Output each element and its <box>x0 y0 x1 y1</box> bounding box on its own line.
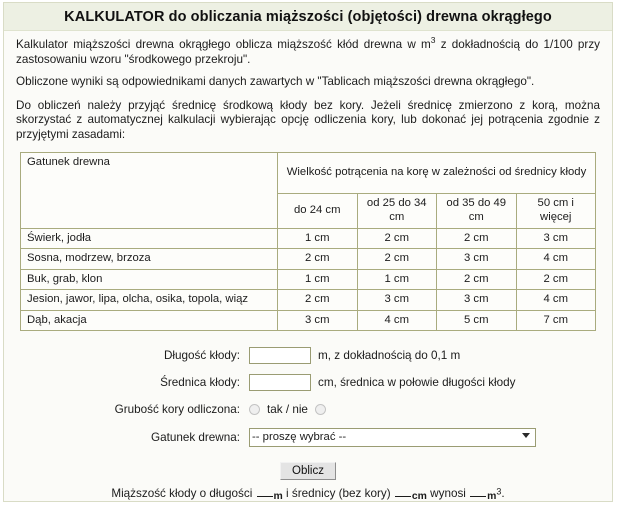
intro-p1-before: Kalkulator miąższości drewna okrągłego oblicza miąższość kłód drewna w m <box>16 38 431 51</box>
result-volume-superscript: 3 <box>496 486 502 497</box>
table-subheader-1: od 25 do 34 cm <box>357 193 437 228</box>
diameter-input[interactable] <box>249 374 311 391</box>
result-prefix: Miąższość kłody o długości <box>111 487 253 501</box>
form-row-length <box>4 345 612 365</box>
diameter-label: Średnica kłody: <box>160 375 240 389</box>
intro-p1-after: z dokładnością do 1/100 przy zastosowaniu wzoru "środkowego przekroju". <box>16 38 601 66</box>
length-hint: m, z dokładnością do 0,1 m <box>318 348 461 362</box>
table-cell-species: Dąb, akacja <box>21 310 278 331</box>
table-row <box>21 249 596 270</box>
submit-row <box>4 462 612 480</box>
bark-label: Grubość kory odliczona: <box>114 402 240 416</box>
form-row-diameter <box>4 372 612 392</box>
table-cell-value: 4 cm <box>357 310 437 331</box>
table-row <box>21 290 596 311</box>
table-cell-value: 3 cm <box>516 228 596 249</box>
result-suffix: wynosi <box>430 487 466 501</box>
form-row-species <box>4 426 612 448</box>
table-header-species: Gatunek drewna <box>21 152 278 228</box>
result-middle: i średnicy (bez kory) <box>286 487 391 501</box>
table-cell-value: 1 cm <box>357 269 437 290</box>
result-volume-blank <box>470 496 486 497</box>
table-header-group: Wielkość potrącenia na korę w zależności od średnicy kłody <box>278 152 596 193</box>
result-period: . <box>501 487 505 501</box>
table-cell-species: Jesion, jawor, lipa, olcha, osika, topola, wiąz <box>21 290 278 311</box>
bark-radio-yes[interactable] <box>249 404 260 415</box>
length-label: Długość kłody: <box>163 348 240 362</box>
table-subheader-3: 50 cm i więcej <box>516 193 596 228</box>
diameter-hint: cm, średnica w połowie długości kłody <box>318 375 516 389</box>
table-cell-value: 4 cm <box>516 290 596 311</box>
table-cell-value: 3 cm <box>278 310 358 331</box>
page-title: KALKULATOR do obliczania miąższości (objętości) drewna okrągłego <box>64 8 552 25</box>
result-volume-unit: $m^3$ <box>487 486 502 503</box>
bark-options-text: tak / nie <box>267 402 308 416</box>
intro-paragraph-1 <box>16 35 601 67</box>
result-line <box>4 487 612 502</box>
length-input[interactable] <box>249 347 311 364</box>
table-cell-value: 2 cm <box>278 249 358 270</box>
table-cell-value: 5 cm <box>437 310 517 331</box>
table-cell-value: 2 cm <box>437 228 517 249</box>
species-select-wrapper <box>249 427 536 447</box>
intro-section <box>4 31 612 143</box>
table-cell-value: 3 cm <box>437 249 517 270</box>
table-cell-value: 1 cm <box>278 228 358 249</box>
table-cell-species: Sosna, modrzew, brzoza <box>21 249 278 270</box>
table-cell-value: 3 cm <box>437 290 517 311</box>
table-cell-value: 2 cm <box>437 269 517 290</box>
intro-paragraph-2: Obliczone wyniki są odpowiednikami danych zawartych w "Tablicach miąższości drewna okrągłego". <box>16 75 535 89</box>
bark-table-wrapper <box>4 152 612 332</box>
bark-deduction-table <box>20 152 596 332</box>
table-cell-species: Buk, grab, klon <box>21 269 278 290</box>
table-cell-value: 2 cm <box>357 249 437 270</box>
result-length-blank <box>257 496 273 497</box>
table-cell-value: 2 cm <box>278 290 358 311</box>
table-subheader-0: do 24 cm <box>278 193 358 228</box>
table-cell-value: 7 cm <box>516 310 596 331</box>
table-cell-value: 3 cm <box>357 290 437 311</box>
table-row <box>21 310 596 331</box>
cubic-meter-superscript: 3 <box>430 35 436 46</box>
bark-radio-group <box>249 403 326 416</box>
species-select[interactable] <box>249 428 536 447</box>
table-cell-value: 2 cm <box>357 228 437 249</box>
table-subheader-2: od 35 do 49 cm <box>437 193 517 228</box>
table-row <box>21 228 596 249</box>
calculator-panel <box>3 2 613 502</box>
calculate-button[interactable]: Oblicz <box>280 462 336 480</box>
result-diameter-blank <box>395 496 411 497</box>
bark-radio-no[interactable] <box>315 404 326 415</box>
table-cell-value: 2 cm <box>516 269 596 290</box>
calculator-form <box>4 331 612 502</box>
table-cell-value: 1 cm <box>278 269 358 290</box>
form-row-bark <box>4 399 612 419</box>
species-label: Gatunek drewna: <box>150 430 240 444</box>
table-header-row-1 <box>21 152 596 193</box>
intro-paragraph-3: Do obliczeń należy przyjąć średnicę środkową kłody bez kory. Jeżeli średnicę zmierzono z korą, można skorzystać z automatycznej kalkulacji wybierając opcję odliczenia kory, lub dokonać jej potrącenia zgodnie z przyjętymi zasadami: <box>16 98 600 141</box>
table-row <box>21 269 596 290</box>
table-cell-species: Świerk, jodła <box>21 228 278 249</box>
page-title-band <box>4 3 612 31</box>
result-length-unit: m <box>273 491 283 503</box>
table-cell-value: 4 cm <box>516 249 596 270</box>
result-diameter-unit: cm <box>411 491 427 503</box>
